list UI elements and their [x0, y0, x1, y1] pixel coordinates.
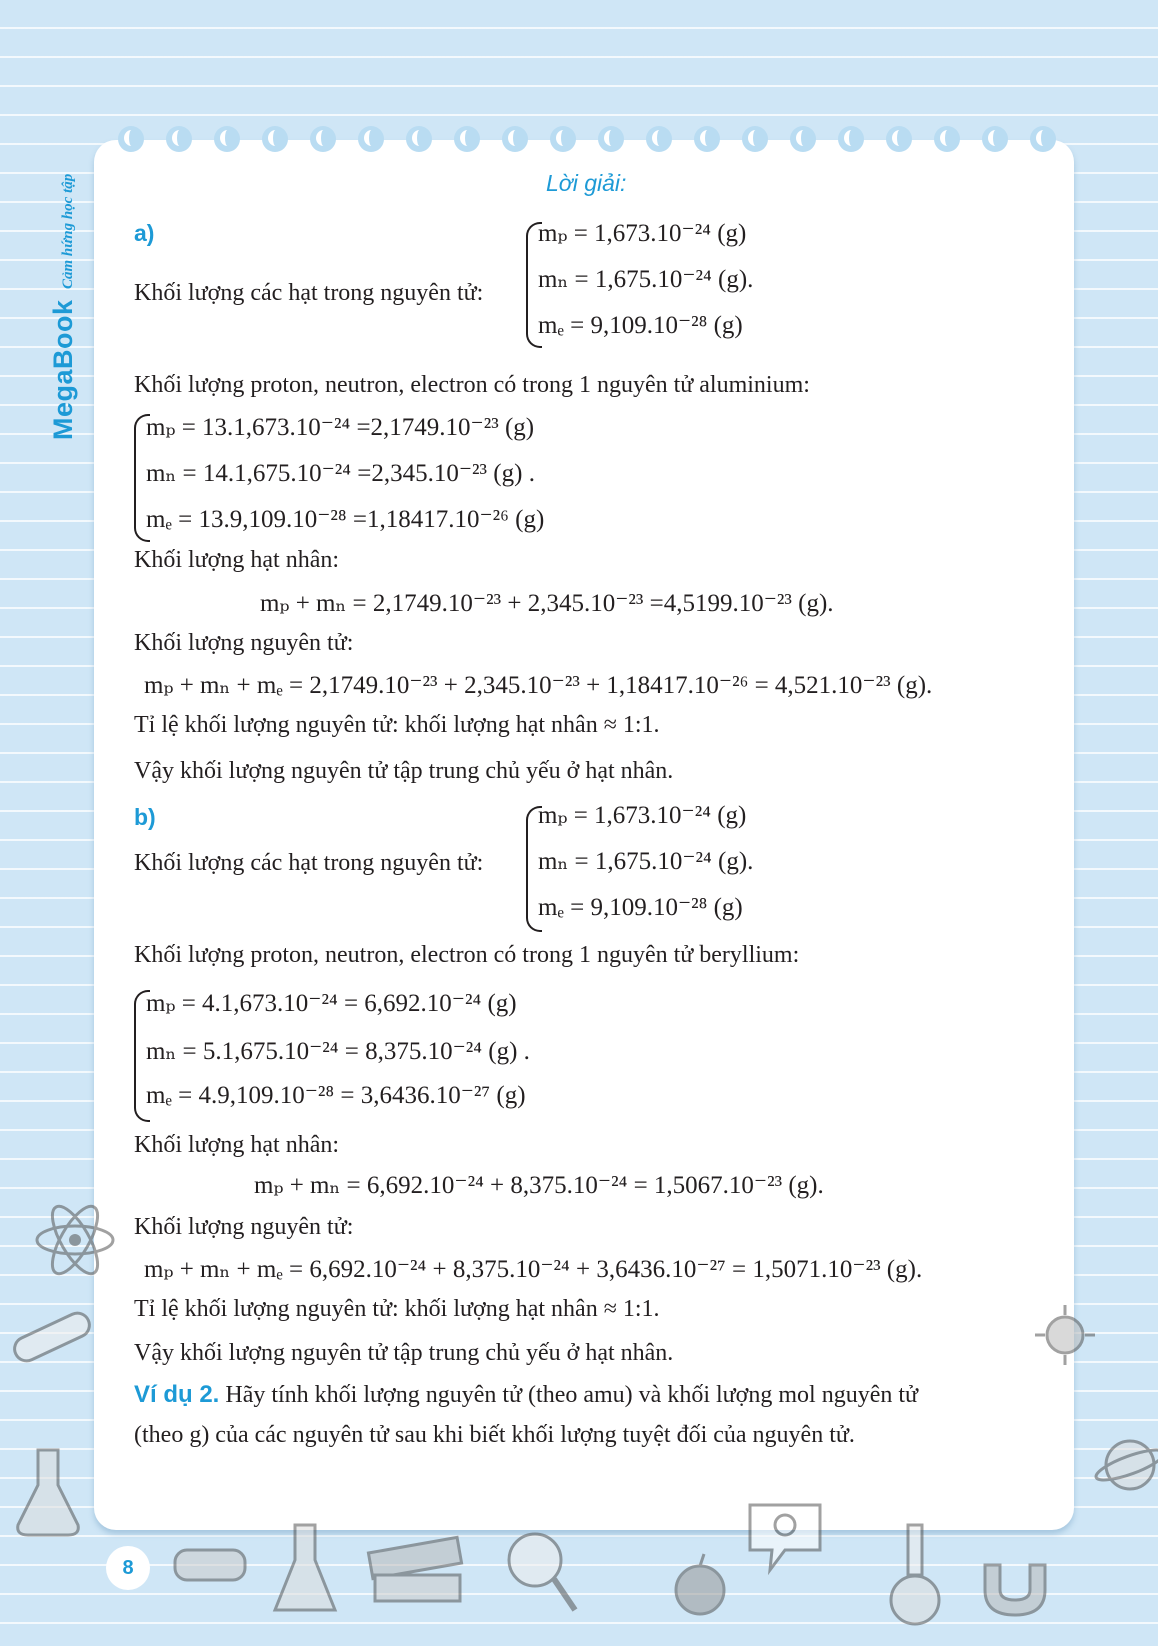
goggles-icon	[170, 1535, 250, 1595]
magnifier-icon	[500, 1525, 580, 1615]
ring-icon	[694, 126, 720, 152]
part-a-element-proton: mₚ = 13.1,673.10⁻²⁴ =2,1749.10⁻²³ (g)	[146, 414, 535, 441]
ring-icon	[934, 126, 960, 152]
part-b-element-proton: mₚ = 4.1,673.10⁻²⁴ = 6,692.10⁻²⁴ (g)	[146, 990, 517, 1017]
example-2-text-2: (theo g) của các nguyên tử sau khi biết khối lượng tuyệt đối của nguyên tử.	[134, 1422, 855, 1448]
part-b-particle-intro: Khối lượng các hạt trong nguyên tử:	[134, 850, 484, 876]
part-a-mass-proton: mₚ = 1,673.10⁻²⁴ (g)	[538, 220, 747, 247]
part-a-element-neutron: mₙ = 14.1,675.10⁻²⁴ =2,345.10⁻²³ (g) .	[146, 460, 535, 487]
part-b-atom-equation: mₚ + mₙ + mₑ = 6,692.10⁻²⁴ + 8,375.10⁻²⁴ + 3,6436.10⁻²⁷ = 1,5071.10⁻²³ (g).	[144, 1256, 923, 1283]
part-a-element-intro: Khối lượng proton, neutron, electron có trong 1 nguyên tử aluminium:	[134, 372, 810, 398]
part-b-element-intro: Khối lượng proton, neutron, electron có trong 1 nguyên tử beryllium:	[134, 942, 800, 968]
flask-icon	[8, 1440, 88, 1540]
part-a-mass-neutron: mₙ = 1,675.10⁻²⁴ (g).	[538, 266, 754, 293]
part-a-atom-equation: mₚ + mₙ + mₑ = 2,1749.10⁻²³ + 2,345.10⁻²³ + 1,18417.10⁻²⁶ = 4,521.10⁻²³ (g).	[144, 672, 933, 699]
ring-icon	[646, 126, 672, 152]
apple-icon	[670, 1550, 730, 1620]
round-flask-icon	[880, 1520, 950, 1630]
part-a-particle-intro: Khối lượng các hạt trong nguyên tử:	[134, 280, 484, 306]
ring-icon	[742, 126, 768, 152]
part-a-nucleus-intro: Khối lượng hạt nhân:	[134, 547, 340, 573]
part-a-element-electron: mₑ = 13.9,109.10⁻²⁸ =1,18417.10⁻²⁶ (g)	[146, 506, 545, 533]
ring-icon	[502, 126, 528, 152]
part-b-mass-proton: mₚ = 1,673.10⁻²⁴ (g)	[538, 802, 747, 829]
ring-icon	[838, 126, 864, 152]
ring-icon	[310, 126, 336, 152]
part-a-conclusion: Vậy khối lượng nguyên tử tập trung chủ yếu ở hạt nhân.	[134, 758, 674, 784]
ring-icon	[790, 126, 816, 152]
part-a-mass-electron: mₑ = 9,109.10⁻²⁸ (g)	[538, 312, 743, 339]
ring-icon	[214, 126, 240, 152]
books-icon	[360, 1515, 470, 1615]
brand-logo: MegaBook	[48, 299, 78, 440]
brand-slogan: Cảm hứng học tập	[60, 173, 76, 290]
part-b-atom-intro: Khối lượng nguyên tử:	[134, 1214, 354, 1240]
magnet-icon	[970, 1545, 1060, 1625]
part-b-element-electron: mₑ = 4.9,109.10⁻²⁸ = 3,6436.10⁻²⁷ (g)	[146, 1082, 526, 1109]
ring-icon	[118, 126, 144, 152]
ring-icon	[886, 126, 912, 152]
beaker-icon	[270, 1520, 340, 1620]
part-a-atom-intro: Khối lượng nguyên tử:	[134, 630, 354, 656]
part-b-mass-neutron: mₙ = 1,675.10⁻²⁴ (g).	[538, 848, 754, 875]
part-b-mass-electron: mₑ = 9,109.10⁻²⁸ (g)	[538, 894, 743, 921]
ring-icon	[982, 126, 1008, 152]
planet-icon	[1090, 1420, 1158, 1510]
page-number: 8	[106, 1546, 150, 1590]
part-b-ratio: Tỉ lệ khối lượng nguyên tử: khối lượng hạt nhân ≈ 1:1.	[134, 1296, 660, 1322]
ring-icon	[406, 126, 432, 152]
part-b-label: b)	[134, 804, 156, 830]
ring-icon	[598, 126, 624, 152]
side-brand	[48, 174, 79, 440]
virus-icon	[1030, 1300, 1100, 1370]
part-b-nucleus-intro: Khối lượng hạt nhân:	[134, 1132, 340, 1158]
part-b-element-neutron: mₙ = 5.1,675.10⁻²⁴ = 8,375.10⁻²⁴ (g) .	[146, 1038, 530, 1065]
ring-icon	[262, 126, 288, 152]
ring-icon	[166, 126, 192, 152]
example-2-line-1	[134, 1380, 918, 1410]
example-2-label: Ví dụ 2.	[134, 1381, 220, 1408]
ring-icon	[1030, 126, 1056, 152]
part-a-ratio: Tỉ lệ khối lượng nguyên tử: khối lượng hạt nhân ≈ 1:1.	[134, 712, 660, 738]
ring-icon	[454, 126, 480, 152]
example-2-text-1: Hãy tính khối lượng nguyên tử (theo amu) và khối lượng mol nguyên tử	[225, 1382, 919, 1408]
part-a-label: a)	[134, 220, 155, 246]
part-a-nucleus-equation: mₚ + mₙ = 2,1749.10⁻²³ + 2,345.10⁻²³ =4,5199.10⁻²³ (g).	[260, 590, 834, 617]
thermometer-icon	[2, 1300, 102, 1380]
lightbulb-icon	[740, 1495, 830, 1575]
ring-icon	[358, 126, 384, 152]
spiral-rings	[118, 126, 1056, 152]
part-b-conclusion: Vậy khối lượng nguyên tử tập trung chủ yếu ở hạt nhân.	[134, 1340, 674, 1366]
ring-icon	[550, 126, 576, 152]
solution-heading: Lời giải:	[546, 170, 627, 196]
part-b-nucleus-equation: mₚ + mₙ = 6,692.10⁻²⁴ + 8,375.10⁻²⁴ = 1,5067.10⁻²³ (g).	[254, 1172, 824, 1199]
atom-icon	[30, 1195, 120, 1285]
